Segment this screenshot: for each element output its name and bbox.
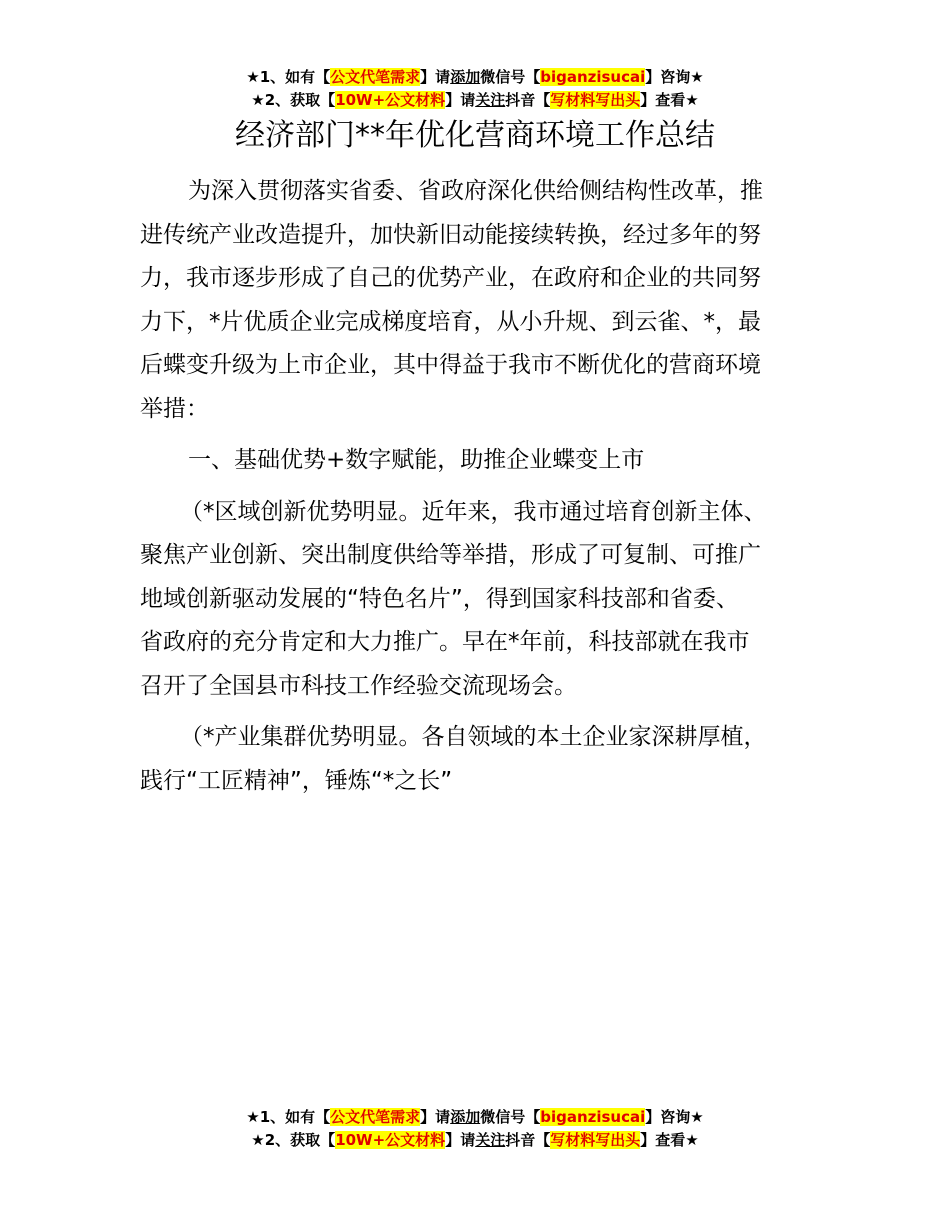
banner-text: 】咨询★ — [645, 1108, 704, 1126]
document-body — [140, 170, 840, 811]
banner-text: 】查看★ — [640, 1131, 699, 1149]
banner-line-1 — [0, 1106, 950, 1129]
banner-text: 】查看★ — [640, 91, 699, 109]
banner-text: ★1、如有【 — [246, 68, 331, 86]
banner-line-1 — [0, 66, 950, 89]
text-line: 举措： — [140, 395, 209, 422]
banner-highlight: 10W+公文材料 — [335, 91, 446, 109]
banner-text: 抖音【 — [505, 91, 551, 109]
text-line: 后蝶变升级为上市企业，其中得益于我市不断优化的营商环境 — [140, 352, 761, 378]
text-line: 力，我市逐步形成了自己的优势产业，在政府和企业的共同努 — [140, 265, 761, 291]
banner-underlined: 关注 — [475, 1131, 506, 1149]
document-title: 经济部门**年优化营商环境工作总结 — [235, 118, 715, 153]
banner-text: 】请 — [445, 1131, 476, 1149]
text-line: 地域创新驱动发展的“特色名片”，得到国家科技部和省委、 — [140, 585, 739, 612]
banner-text: 】请 — [445, 91, 476, 109]
banner-text: ★2、获取【 — [251, 1131, 336, 1149]
banner-line-2 — [0, 89, 950, 112]
banner-highlight: 公文代笔需求 — [330, 1108, 421, 1126]
footer-banner — [0, 1106, 950, 1152]
banner-text: 抖音【 — [505, 1131, 551, 1149]
paragraph-intro — [140, 170, 840, 431]
header-banner — [0, 66, 950, 112]
banner-text: 】请 — [420, 1108, 451, 1126]
paragraph-innovation — [140, 491, 840, 709]
heading-text: 一、基础优势+数字赋能，助推企业蝶变上市 — [188, 447, 645, 473]
text-line: 为深入贯彻落实省委、省政府深化供给侧结构性改革，推 — [188, 178, 763, 204]
banner-highlight: 10W+公文材料 — [335, 1131, 446, 1149]
banner-underlined: 关注 — [475, 91, 506, 109]
text-line: （*产业集群优势明显。各自领域的本土企业家深耕厚植， — [180, 724, 767, 750]
banner-text: 微信号【 — [480, 1108, 541, 1126]
text-line: 进传统产业改造提升，加快新旧动能接续转换，经过多年的努 — [140, 221, 761, 248]
text-line: （*区域创新优势明显。近年来，我市通过培育创新主体、 — [180, 498, 767, 525]
banner-text: 微信号【 — [480, 68, 541, 86]
banner-highlight: 公文代笔需求 — [330, 68, 421, 86]
text-line: 聚焦产业创新、突出制度供给等举措，形成了可复制、可推广 — [140, 542, 761, 568]
text-line: 省政府的充分肯定和大力推广。早在*年前，科技部就在我市 — [140, 629, 750, 655]
banner-highlight: 写材料写出头 — [550, 91, 641, 109]
banner-text: ★1、如有【 — [246, 1108, 331, 1126]
banner-underlined: 添加 — [450, 1108, 481, 1126]
banner-highlight: 写材料写出头 — [550, 1131, 641, 1149]
banner-text: 】请 — [420, 68, 451, 86]
banner-line-2 — [0, 1129, 950, 1152]
banner-underlined: 添加 — [450, 68, 481, 86]
banner-text: 】咨询★ — [645, 68, 704, 86]
paragraph-industry — [140, 716, 840, 803]
text-line: 召开了全国县市科技工作经验交流现场会。 — [140, 672, 577, 699]
banner-highlight: biganzisucai — [540, 68, 646, 86]
section-heading — [140, 439, 840, 483]
banner-text: ★2、获取【 — [251, 91, 336, 109]
text-line: 力下，*片优质企业完成梯度培育，从小升规、到云雀、*，最 — [140, 308, 761, 335]
banner-highlight: biganzisucai — [540, 1108, 646, 1126]
text-line: 践行“工匠精神”，锤炼“*之长” — [140, 767, 453, 794]
